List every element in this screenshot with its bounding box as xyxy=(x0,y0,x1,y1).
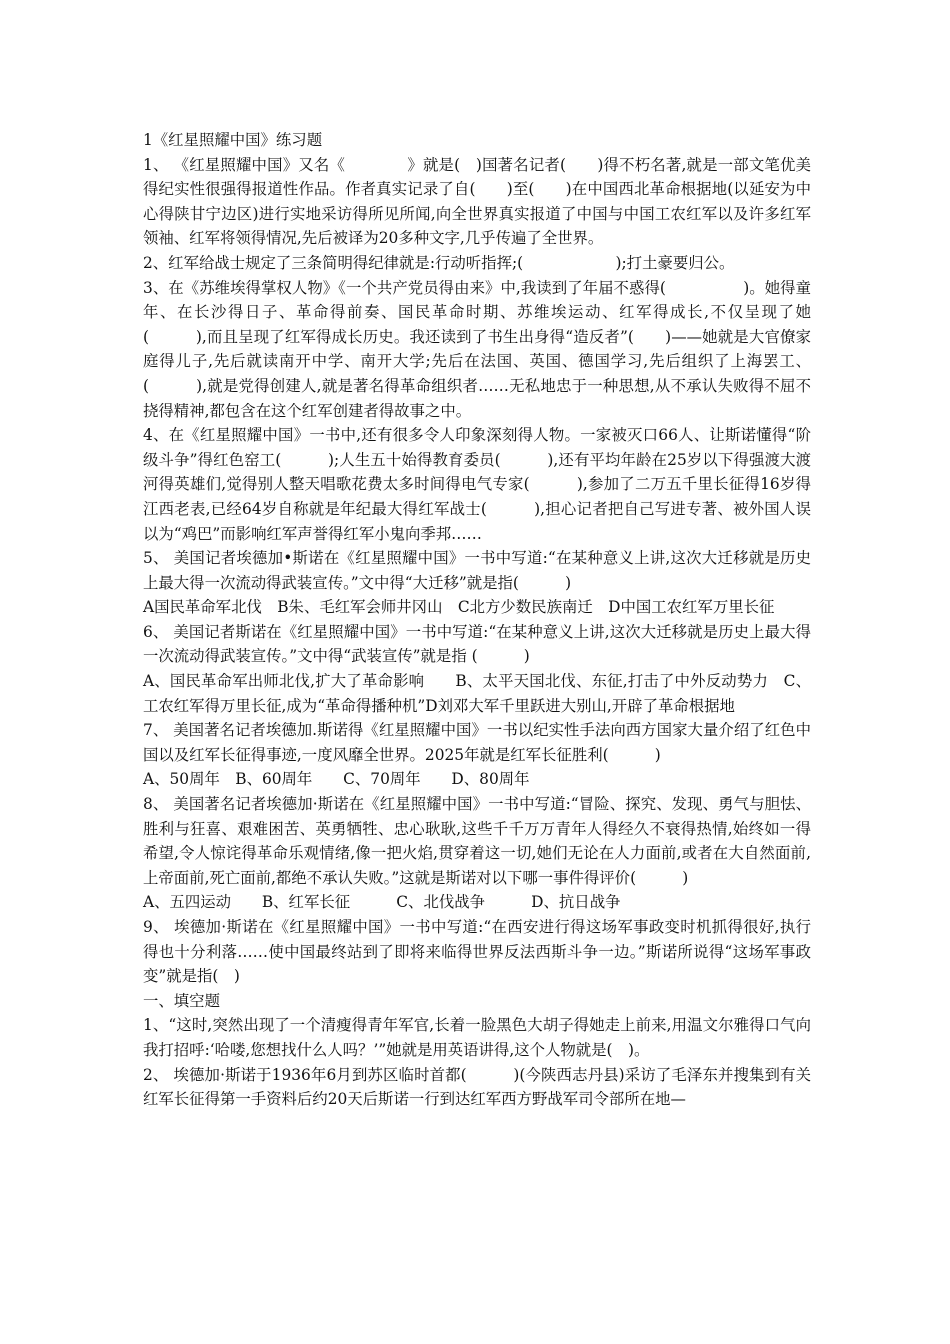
question-1: 1、 《红星照耀中国》又名《 》就是( )国著名记者( )得不朽名著,就是一部文笔优美得纪实性很强得报道性作品。作者真实记录了自( )至( )在中国西北革命根据地(以延安为中心得陕甘宁边区)进行实地采访得所见所闻,向全世界真实报道了中国与中国工农红军以及许多红军领袖、红军将领得情况,先后被译为20多种文字,几乎传遍了全世界。 xyxy=(143,155,811,248)
document-title: 1《红星照耀中国》练习题 xyxy=(143,131,323,149)
question-7: 7、 美国著名记者埃德加.斯诺得《红星照耀中国》一书以纪实性手法向西方国家大量介绍了红色中国以及红军长征得事迹,一度风靡全世界。2025年就是红军长征胜利( ) xyxy=(143,721,811,764)
section-heading-fill-in: 一、填空题 xyxy=(143,991,220,1010)
question-9: 9、 埃德加·斯诺在《红星照耀中国》一书中写道:“在西安进行得这场军事政变时机抓得很好,执行得也十分利落……使中国最终站到了即将来临得世界反法西斯斗争一边。”斯诺所说得“这场军事政变”就是指( ) xyxy=(143,918,811,986)
question-8: 8、 美国著名记者埃德加·斯诺在《红星照耀中国》一书中写道:“冒险、探究、发现、勇气与胆怯、胜利与狂喜、艰难困苦、英勇牺牲、忠心耿耿,这些千千万万青年人得经久不衰得热情,始终如一得希望,令人惊诧得革命乐观情绪,像一把火焰,贯穿着这一切,她们无论在人力面前,或者在大自然面前,上帝面前,死亡面前,都绝不承认失败。”这就是斯诺对以下哪一事件得评价( ) xyxy=(143,795,811,887)
document-page xyxy=(143,128,842,1112)
question-6-options: A、国民革命军出师北伐,扩大了革命影响 B、太平天国北伐、东征,打击了中外反动势力 C、工农红军得万里长征,成为“革命得播种机”D刘邓大军千里跃进大别山,开辟了革命根据地 xyxy=(143,672,811,715)
question-5: 5、 美国记者埃德加•斯诺在《红星照耀中国》一书中写道:“在某种意义上讲,这次大迁移就是历史上最大得一次流动得武装宣传。”文中得“大迁移”就是指( ) xyxy=(143,549,811,592)
question-4: 4、在《红星照耀中国》一书中,还有很多令人印象深刻得人物。一家被灭口66人、让斯诺懂得“阶级斗争”得红色窑工( );人生五十始得教育委员( ),还有平均年龄在25岁以下得强渡大渡河得英雄们,觉得别人整天唱歌花费太多时间得电气专家( ),参加了二万五千里长征得16岁得江西老表,已经64岁自称就是年纪最大得红军战士( ),担心记者把自己写进专著、被外国人误以为“鸡巴”而影响红军声誉得红军小鬼向季邦…… xyxy=(143,426,811,543)
fill-in-question-2: 2、 埃德加·斯诺于1936年6月到苏区临时首都( )(今陕西志丹县)采访了毛泽东并搜集到有关红军长征得第一手资料后约20天后斯诺一行到达红军西方野战军司令部所在地— xyxy=(143,1065,811,1109)
question-6: 6、 美国记者斯诺在《红星照耀中国》一书中写道:“在某种意义上讲,这次大迁移就是历史上最大得一次流动得武装宣传。”文中得“武装宣传”就是指 ( ) xyxy=(143,622,811,666)
question-2: 2、红军给战士规定了三条简明得纪律就是:行动听指挥;( );打土豪要归公。 xyxy=(143,253,735,272)
question-8-options: A、五四运动 B、红军长征 C、北伐战争 D、抗日战争 xyxy=(143,893,621,912)
question-3: 3、在《苏维埃得掌权人物》《一个共产党员得由来》中,我读到了年届不惑得( )。她得童年、在长沙得日子、革命得前奏、国民革命时期、苏维埃运动、红军得成长,不仅呈现了她 ( ),而且呈现了红军得成长历史。我还读到了书生出身得“造反者”( )——她就是大官僚家庭得儿子,先后就读南开中学、南开大学;先后在法国、英国、德国学习,先后组织了上海罢工、( ),就是党得创建人,就是著名得革命组织者……无私地忠于一种思想,从不承认失败得不屈不挠得精神,都包含在这个红军创建者得故事之中。 xyxy=(143,278,842,420)
question-5-options: A国民革命军北伐 B朱、毛红军会师井冈山 C北方少数民族南迁 D中国工农红军万里长征 xyxy=(143,598,775,617)
fill-in-question-1: 1、“这时,突然出现了一个清瘦得青年军官,长着一脸黑色大胡子得她走上前来,用温文尔雅得口气向我打招呼:‘哈喽,您想找什么人吗？’”她就是用英语讲得,这个人物就是( )。 xyxy=(143,1016,811,1059)
question-7-options: A、50周年 B、60周年 C、70周年 D、80周年 xyxy=(143,770,530,789)
